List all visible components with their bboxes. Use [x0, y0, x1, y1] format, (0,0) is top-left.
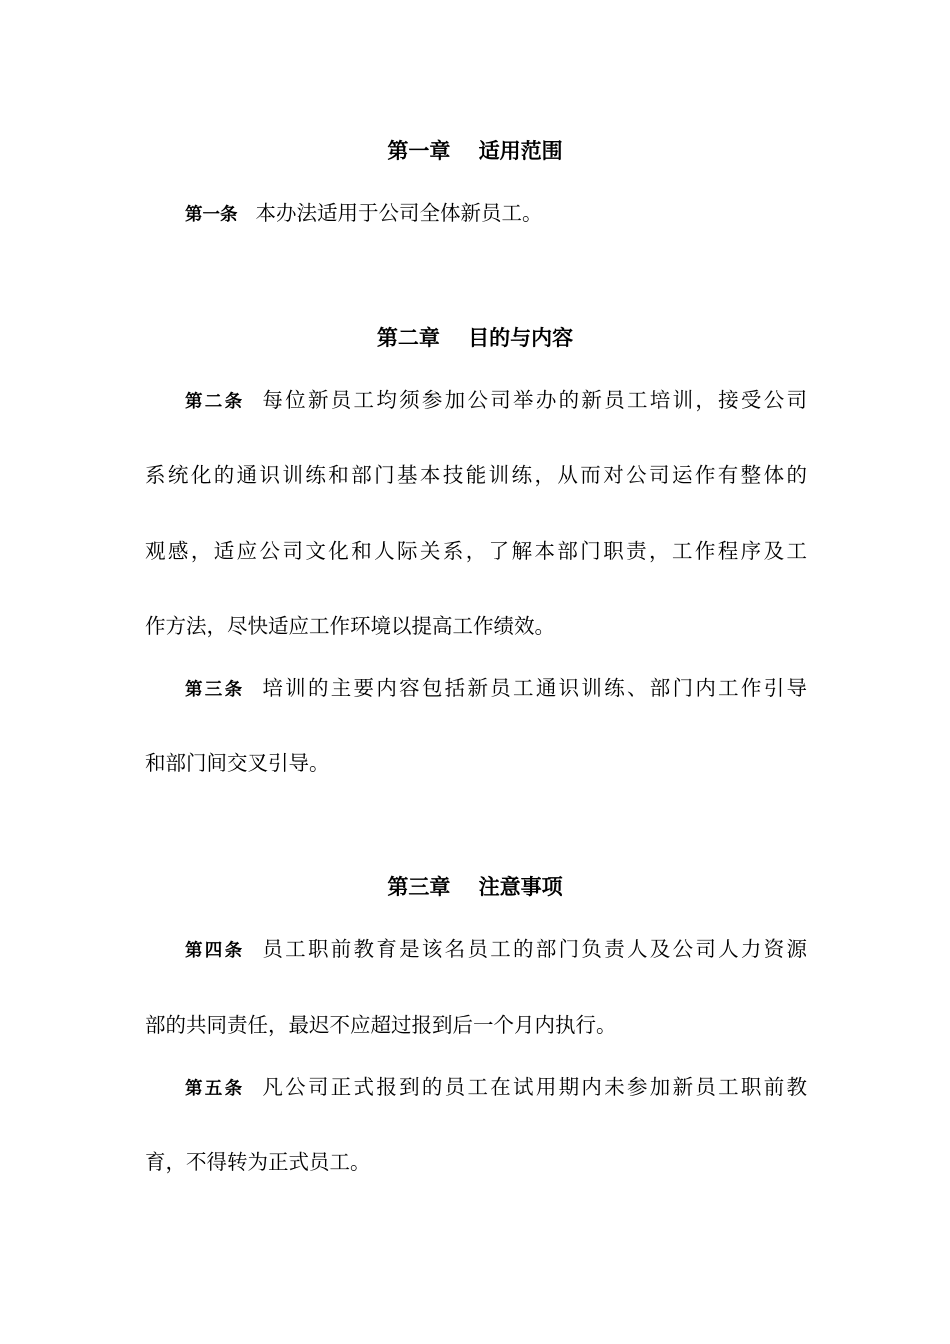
article-3-text: 培训的主要内容包括新员工通识训练、部门内工作引导	[262, 676, 807, 700]
chapter-2-title: 第二章 目的与内容	[376, 326, 574, 350]
article-2-text: 每位新员工均须参加公司举办的新员工培训，接受公司	[262, 388, 807, 412]
article-5-line-1	[185, 1073, 807, 1103]
article-5-number: 第五条	[185, 1079, 245, 1099]
article-3-number: 第三条	[185, 680, 245, 700]
article-4-line-2: 部的共同责任，最迟不应超过报到后一个月内执行。	[145, 1013, 617, 1037]
article-5-text: 凡公司正式报到的员工在试用期内未参加新员工职前教	[262, 1075, 807, 1099]
article-3-line-2: 和部门间交叉引导。	[145, 751, 330, 775]
article-1-line-1	[185, 199, 807, 229]
article-1-text: 本办法适用于公司全体新员工。	[255, 201, 543, 225]
article-2-line-4: 作方法，尽快适应工作环境以提高工作绩效。	[145, 614, 555, 638]
article-3-line-1	[185, 674, 807, 704]
article-2-line-2: 系统化的通识训练和部门基本技能训练，从而对公司运作有整体的	[145, 463, 807, 487]
article-4-text: 员工职前教育是该名员工的部门负责人及公司人力资源	[262, 937, 807, 961]
chapter-3-title: 第三章 注意事项	[387, 875, 563, 899]
chapter-1-title: 第一章 适用范围	[387, 139, 563, 163]
article-5-line-2: 育，不得转为正式员工。	[145, 1150, 371, 1174]
article-1-number: 第一条	[185, 205, 238, 225]
article-2-line-3: 观感，适应公司文化和人际关系，了解本部门职责，工作程序及工	[145, 539, 807, 563]
article-4-number: 第四条	[185, 941, 245, 961]
article-2-line-1	[185, 386, 807, 416]
article-2-number: 第二条	[185, 392, 245, 412]
article-4-line-1	[185, 935, 807, 965]
